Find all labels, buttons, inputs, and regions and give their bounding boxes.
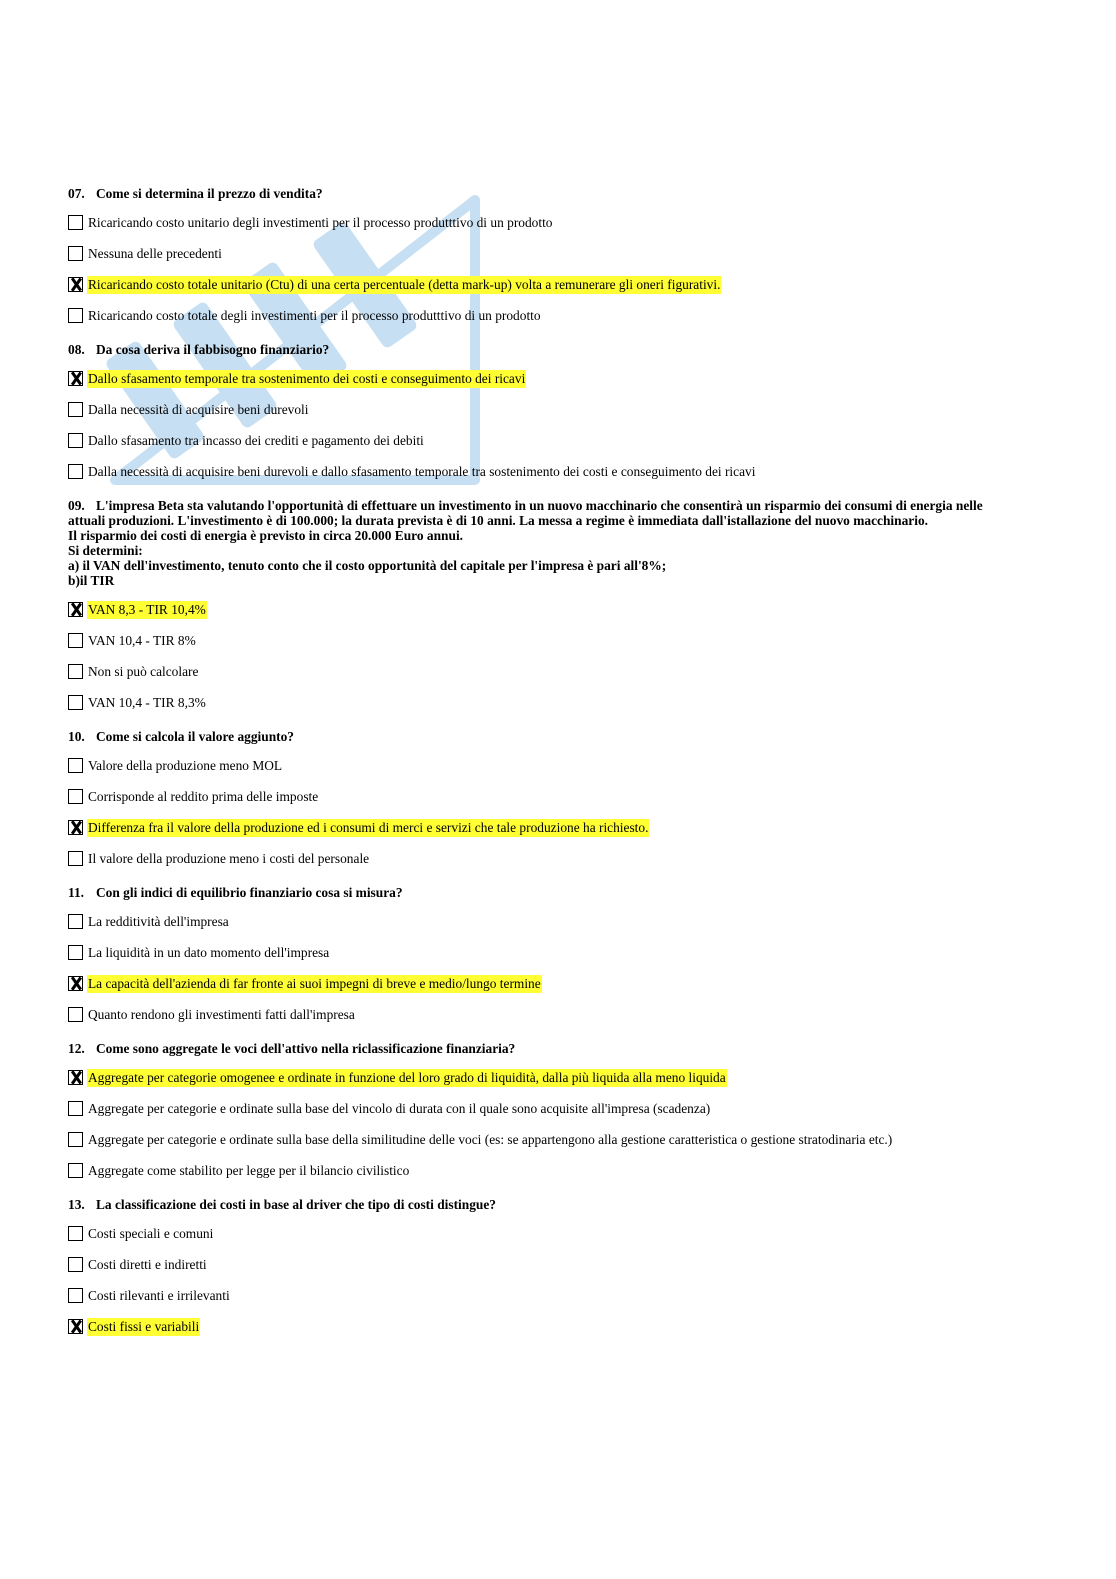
checkbox-checked[interactable] — [68, 820, 83, 835]
option-text: La redditività dell'impresa — [88, 913, 229, 929]
answer-option[interactable] — [68, 431, 1048, 450]
checkbox[interactable] — [68, 215, 83, 230]
option-text: Il valore della produzione meno i costi del personale — [88, 850, 370, 866]
option-text: Aggregate per categorie omogenee e ordinate in funzione del loro grado di liquidità, dalla più liquida alla meno liquida — [88, 1069, 726, 1085]
question-09 — [68, 498, 1048, 712]
checkbox[interactable] — [68, 464, 83, 479]
question-text: La classificazione dei costi in base al driver che tipo di costi distingue? — [96, 1197, 496, 1212]
answer-option[interactable] — [68, 756, 1048, 775]
option-text: Non si può calcolare — [88, 663, 199, 679]
question-number: 12. — [68, 1041, 85, 1056]
option-text: Dallo sfasamento tra incasso dei crediti e pagamento dei debiti — [88, 432, 424, 448]
question-body: attuali produzioni. L'investimento è di 100.000; la durata prevista è di 10 anni. La messa a regime è immediata dall'istallazione del nuovo macchinario. Il risparmio dei costi di energia è previsto in circa 20.000 Euro annui. Si determini: a) il VAN dell'investimento, tenuto conto che il costo opportunità del capitale per l'impresa è pari all'8%; b)il TIR — [68, 513, 928, 588]
checkbox[interactable] — [68, 402, 83, 417]
question-12 — [68, 1041, 1048, 1180]
checkbox[interactable] — [68, 789, 83, 804]
answer-option[interactable] — [68, 943, 1048, 962]
option-text: VAN 8,3 - TIR 10,4% — [88, 601, 206, 617]
question-text: Come si calcola il valore aggiunto? — [96, 729, 294, 744]
answer-option[interactable] — [68, 1286, 1048, 1305]
answer-option-selected[interactable] — [68, 600, 1048, 619]
checkbox-checked[interactable] — [68, 976, 83, 991]
question-number: 09. — [68, 498, 85, 513]
question-text: Da cosa deriva il fabbisogno finanziario? — [96, 342, 330, 357]
option-text: Costi fissi e variabili — [88, 1318, 200, 1334]
answer-option[interactable] — [68, 400, 1048, 419]
checkbox[interactable] — [68, 246, 83, 261]
answer-option-selected[interactable] — [68, 369, 1048, 388]
answer-option[interactable] — [68, 693, 1048, 712]
question-title — [68, 186, 1048, 201]
question-text: Come sono aggregate le voci dell'attivo nella riclassificazione finanziaria? — [96, 1041, 516, 1056]
answer-option[interactable] — [68, 1161, 1048, 1180]
checkbox[interactable] — [68, 914, 83, 929]
answer-option[interactable] — [68, 912, 1048, 931]
option-text: Costi rilevanti e irrilevanti — [88, 1287, 230, 1303]
checkbox[interactable] — [68, 851, 83, 866]
checkbox[interactable] — [68, 664, 83, 679]
answer-option[interactable] — [68, 631, 1048, 650]
answer-option[interactable] — [68, 462, 1048, 481]
option-text: Aggregate per categorie e ordinate sulla base della similitudine delle voci (es: se appartengono alla gestione caratteristica o gestione stratodinaria etc.) — [88, 1131, 893, 1147]
checkbox[interactable] — [68, 758, 83, 773]
checkbox-checked[interactable] — [68, 371, 83, 386]
question-title — [68, 1041, 1048, 1056]
option-text: Dalla necessità di acquisire beni durevoli — [88, 401, 309, 417]
answer-option-selected[interactable] — [68, 275, 1048, 294]
option-text: Ricaricando costo totale unitario (Ctu) di una certa percentuale (detta mark-up) volta a remunerare gli oneri figurativi. — [88, 276, 721, 292]
answer-option[interactable] — [68, 306, 1048, 325]
checkbox[interactable] — [68, 1132, 83, 1147]
checkbox[interactable] — [68, 433, 83, 448]
option-text: Ricaricando costo unitario degli investimenti per il processo produtttivo di un prodotto — [88, 214, 553, 230]
option-text: Dallo sfasamento temporale tra sostenimento dei costi e conseguimento dei ricavi — [88, 370, 526, 386]
checkbox[interactable] — [68, 1288, 83, 1303]
quiz-content — [68, 186, 1048, 1353]
question-13 — [68, 1197, 1048, 1336]
answer-option[interactable] — [68, 662, 1048, 681]
option-text: Differenza fra il valore della produzione ed i consumi di merci e servizi che tale produzione ha richiesto. — [88, 819, 649, 835]
option-text: Corrisponde al reddito prima delle imposte — [88, 788, 319, 804]
checkbox[interactable] — [68, 695, 83, 710]
checkbox[interactable] — [68, 1257, 83, 1272]
question-08 — [68, 342, 1048, 481]
option-text: Dalla necessità di acquisire beni durevoli e dallo sfasamento temporale tra sostenimento dei costi e conseguimento dei ricavi — [88, 463, 756, 479]
answer-option[interactable] — [68, 1130, 1048, 1149]
answer-option-selected[interactable] — [68, 1068, 1048, 1087]
checkbox-checked[interactable] — [68, 602, 83, 617]
answer-option[interactable] — [68, 787, 1048, 806]
option-text: Aggregate come stabilito per legge per il bilancio civilistico — [88, 1162, 410, 1178]
checkbox[interactable] — [68, 1163, 83, 1178]
answer-option[interactable] — [68, 1255, 1048, 1274]
checkbox[interactable] — [68, 633, 83, 648]
checkbox[interactable] — [68, 945, 83, 960]
question-text: Con gli indici di equilibrio finanziario cosa si misura? — [96, 885, 403, 900]
question-text: L'impresa Beta sta valutando l'opportunità di effettuare un investimento in un nuovo macchinario che consentirà un risparmio dei consumi di energia nelle — [96, 498, 983, 513]
answer-option-selected[interactable] — [68, 1317, 1048, 1336]
checkbox[interactable] — [68, 1101, 83, 1116]
option-text: Nessuna delle precedenti — [88, 245, 222, 261]
question-title — [68, 342, 1048, 357]
answer-option[interactable] — [68, 1099, 1048, 1118]
option-text: Aggregate per categorie e ordinate sulla base del vincolo di durata con il quale sono acquisite all'impresa (scadenza) — [88, 1100, 711, 1116]
question-10 — [68, 729, 1048, 868]
question-number: 13. — [68, 1197, 85, 1212]
option-text: Costi diretti e indiretti — [88, 1256, 207, 1272]
option-text: La liquidità in un dato momento dell'impresa — [88, 944, 330, 960]
answer-option-selected[interactable] — [68, 818, 1048, 837]
option-text: Valore della produzione meno MOL — [88, 757, 283, 773]
answer-option-selected[interactable] — [68, 974, 1048, 993]
option-text: VAN 10,4 - TIR 8% — [88, 632, 196, 648]
checkbox-checked[interactable] — [68, 1070, 83, 1085]
question-number: 08. — [68, 342, 85, 357]
answer-option[interactable] — [68, 1224, 1048, 1243]
checkbox-checked[interactable] — [68, 1319, 83, 1334]
answer-option[interactable] — [68, 213, 1048, 232]
option-text: Costi speciali e comuni — [88, 1225, 214, 1241]
question-11 — [68, 885, 1048, 1024]
question-title — [68, 729, 1048, 744]
question-title — [68, 885, 1048, 900]
question-number: 10. — [68, 729, 85, 744]
option-text: Ricaricando costo totale degli investimenti per il processo produtttivo di un prodotto — [88, 307, 541, 323]
question-number: 11. — [68, 885, 84, 900]
question-title — [68, 498, 1048, 513]
option-text: Quanto rendono gli investimenti fatti dall'impresa — [88, 1006, 355, 1022]
question-title — [68, 1197, 1048, 1212]
checkbox-checked[interactable] — [68, 277, 83, 292]
answer-option[interactable] — [68, 849, 1048, 868]
checkbox[interactable] — [68, 1007, 83, 1022]
answer-option[interactable] — [68, 244, 1048, 263]
question-number: 07. — [68, 186, 85, 201]
checkbox[interactable] — [68, 1226, 83, 1241]
question-07 — [68, 186, 1048, 325]
option-text: VAN 10,4 - TIR 8,3% — [88, 694, 206, 710]
question-text: Come si determina il prezzo di vendita? — [96, 186, 323, 201]
answer-option[interactable] — [68, 1005, 1048, 1024]
checkbox[interactable] — [68, 308, 83, 323]
option-text: La capacità dell'azienda di far fronte ai suoi impegni di breve e medio/lungo termine — [88, 975, 541, 991]
